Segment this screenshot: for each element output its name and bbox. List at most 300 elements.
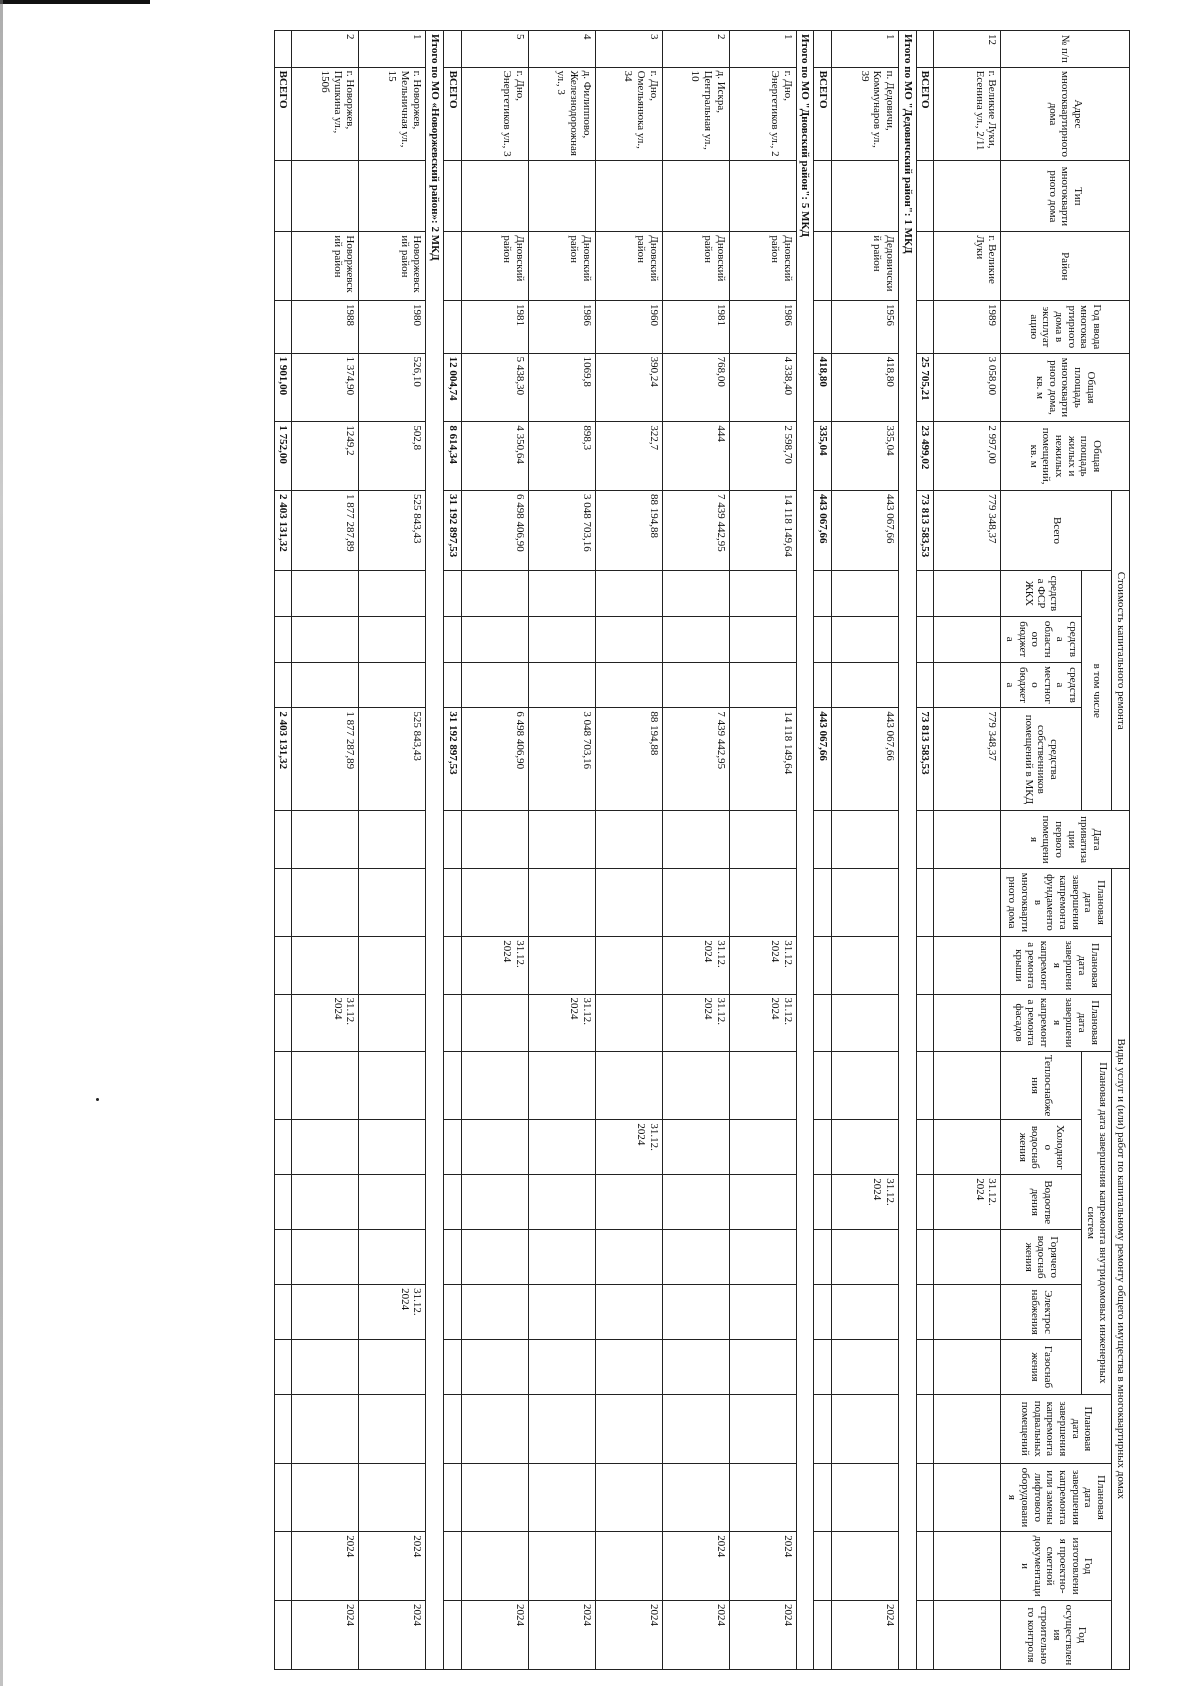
cell-cold	[528, 1120, 595, 1175]
cell-own: 7 439 442,95	[662, 708, 729, 811]
cell-district: Дновский район	[729, 232, 796, 301]
cell-district: Дновский район	[461, 232, 528, 301]
cell-n: 4	[528, 31, 595, 68]
cell-year: 1981	[662, 301, 729, 354]
cell-found	[831, 868, 898, 937]
cell-address: ВСЕГО	[274, 67, 292, 161]
cell-basement	[729, 1394, 796, 1463]
cell-area_total: 418,80	[814, 353, 832, 422]
cell-psd	[934, 1532, 1001, 1601]
cell-fsr	[831, 571, 898, 617]
cell-type	[729, 161, 796, 232]
cell-facade: 31.12. 2024	[292, 994, 359, 1051]
cell-lift	[934, 1463, 1001, 1532]
cell-own: 2 403 131,32	[274, 708, 292, 811]
table-row	[461, 31, 528, 1670]
cell-basement	[528, 1394, 595, 1463]
cell-gas	[461, 1340, 528, 1395]
cell-lift	[359, 1463, 426, 1532]
col-foundation: Плановая дата завершения капремонта фундаментов многоквартирного дома	[1001, 868, 1112, 937]
cell-priv	[528, 811, 595, 868]
cell-type	[461, 161, 528, 232]
cell-total: 7 439 442,95	[662, 490, 729, 570]
cell-hot	[831, 1230, 898, 1285]
cell-sewer	[444, 1175, 462, 1230]
cell-total: 779 348,37	[934, 490, 1001, 570]
col-n: № п/п	[1001, 31, 1130, 68]
cell-priv	[916, 811, 934, 868]
cell-basement	[461, 1394, 528, 1463]
cell-own: 443 067,66	[831, 708, 898, 811]
cell-area_total: 25 705,21	[916, 353, 934, 422]
cell-sewer	[814, 1175, 832, 1230]
cell-fsr	[916, 571, 934, 617]
cell-obl	[814, 616, 832, 662]
cell-fsr	[729, 571, 796, 617]
cell-elec	[934, 1285, 1001, 1340]
cell-area_total: 390,24	[595, 353, 662, 422]
cell-area_living: 2 997,00	[934, 422, 1001, 491]
cell-gas	[831, 1340, 898, 1395]
cell-fsr	[274, 571, 292, 617]
cell-address: п. Дедовичи, Коммунаров ул., 39	[831, 67, 898, 161]
cell-priv	[831, 811, 898, 868]
cell-year: 1986	[528, 301, 595, 354]
cell-found	[916, 868, 934, 937]
scan-left-edge	[0, 0, 3, 1686]
cell-area_total: 5 438,30	[461, 353, 528, 422]
cell-elec	[662, 1285, 729, 1340]
cell-total: 1 877 287,89	[292, 490, 359, 570]
cell-roof	[528, 937, 595, 994]
cell-mest	[814, 662, 832, 708]
col-cost-total: Всего	[1001, 490, 1112, 570]
col-year: Год ввода многоквартирного дома в эксплуатацию	[1001, 301, 1130, 354]
cell-cold	[916, 1120, 934, 1175]
cell-control: 2024	[359, 1600, 426, 1669]
cell-n	[916, 31, 934, 68]
cell-sewer	[662, 1175, 729, 1230]
table-row	[729, 31, 796, 1670]
cell-gas	[934, 1340, 1001, 1395]
cell-found	[359, 868, 426, 937]
cell-address: ВСЕГО	[916, 67, 934, 161]
cell-hot	[729, 1230, 796, 1285]
cell-address: г. Новоржев, Пушкина ул., 150б	[292, 67, 359, 161]
col-group-works: Виды услуг и (или) работ по капитальному ремонту общего имущества в многоквартирных домах	[1112, 868, 1130, 1669]
col-address: Адрес многоквартирного дома	[1001, 67, 1130, 161]
cell-gas	[444, 1340, 462, 1395]
cell-found	[934, 868, 1001, 937]
cell-n: 12	[934, 31, 1001, 68]
cell-year: 1960	[595, 301, 662, 354]
col-own: средства собственников помещений в МКД	[1001, 708, 1082, 811]
cell-gas	[359, 1340, 426, 1395]
col-group-cost: Стоимость капитального ремонта	[1112, 490, 1130, 810]
cell-area_total: 1 901,00	[274, 353, 292, 422]
cell-lift	[528, 1463, 595, 1532]
cell-lift	[292, 1463, 359, 1532]
cell-type	[814, 161, 832, 232]
cell-total: 443 067,66	[831, 490, 898, 570]
cell-control: 2024	[662, 1600, 729, 1669]
col-psd: Год изготовления проектно-сметной документации	[1001, 1532, 1112, 1601]
cell-heat	[274, 1051, 292, 1120]
cell-heat	[528, 1051, 595, 1120]
cell-year: 1989	[934, 301, 1001, 354]
cell-sewer	[916, 1175, 934, 1230]
table-row	[831, 31, 898, 1670]
cell-roof: 31.12. 2024	[729, 937, 796, 994]
cell-area_total: 12 004,74	[444, 353, 462, 422]
cell-own: 6 498 406,90	[461, 708, 528, 811]
cell-cold	[934, 1120, 1001, 1175]
cell-roof	[814, 937, 832, 994]
cell-type	[274, 161, 292, 232]
cell-n	[444, 31, 462, 68]
cell-area_total: 768,00	[662, 353, 729, 422]
col-obl: средства областного бюджета	[1001, 616, 1082, 662]
cell-n	[814, 31, 832, 68]
cell-heat	[831, 1051, 898, 1120]
cell-sewer	[528, 1175, 595, 1230]
table-row	[934, 31, 1001, 1670]
cell-hot	[934, 1230, 1001, 1285]
cell-total: 14 118 149,64	[729, 490, 796, 570]
cell-type	[444, 161, 462, 232]
cell-total: 73 813 583,53	[916, 490, 934, 570]
cell-mest	[916, 662, 934, 708]
cell-year	[814, 301, 832, 354]
cell-type	[916, 161, 934, 232]
scan-edge-mark	[0, 0, 150, 4]
cell-fsr	[461, 571, 528, 617]
cell-total: 88 194,88	[595, 490, 662, 570]
cell-facade	[274, 994, 292, 1051]
cell-priv	[274, 811, 292, 868]
cell-priv	[662, 811, 729, 868]
cell-year	[274, 301, 292, 354]
group-title: Итого по МО "Дновский район": 5 МКД	[796, 31, 814, 1670]
cell-obl	[292, 616, 359, 662]
cell-psd: 2024	[292, 1532, 359, 1601]
col-district: Район	[1001, 232, 1130, 301]
cell-area_total: 526,10	[359, 353, 426, 422]
cell-heat	[662, 1051, 729, 1120]
cell-area_total: 1069,8	[528, 353, 595, 422]
cell-heat	[729, 1051, 796, 1120]
cell-found	[444, 868, 462, 937]
cell-district: г. Великие Луки	[934, 232, 1001, 301]
group-row	[426, 31, 444, 1670]
cell-priv	[359, 811, 426, 868]
cell-n: 1	[831, 31, 898, 68]
col-hot: Горячего водоснабжения	[1001, 1230, 1082, 1285]
cell-roof	[831, 937, 898, 994]
cell-basement	[662, 1394, 729, 1463]
cell-mest	[274, 662, 292, 708]
cell-area_living: 2 598,70	[729, 422, 796, 491]
cell-own: 779 348,37	[934, 708, 1001, 811]
cell-roof: 31.12. 2024	[662, 937, 729, 994]
cell-hot	[662, 1230, 729, 1285]
cell-obl	[595, 616, 662, 662]
cell-psd: 2024	[662, 1532, 729, 1601]
cell-year: 1986	[729, 301, 796, 354]
total-row	[444, 31, 462, 1670]
cell-type	[292, 161, 359, 232]
cell-own: 3 048 703,16	[528, 708, 595, 811]
cell-basement	[814, 1394, 832, 1463]
cell-sewer	[461, 1175, 528, 1230]
cell-basement	[274, 1394, 292, 1463]
cell-sewer	[595, 1175, 662, 1230]
cell-type	[359, 161, 426, 232]
cell-found	[292, 868, 359, 937]
cell-gas	[916, 1340, 934, 1395]
cell-basement	[595, 1394, 662, 1463]
cell-priv	[595, 811, 662, 868]
cell-obl	[274, 616, 292, 662]
cell-obl	[729, 616, 796, 662]
cell-n: 2	[292, 31, 359, 68]
cell-elec	[916, 1285, 934, 1340]
capital-repair-table	[274, 30, 1130, 1670]
cell-facade	[916, 994, 934, 1051]
cell-control: 2024	[461, 1600, 528, 1669]
cell-type	[528, 161, 595, 232]
cell-cold	[662, 1120, 729, 1175]
cell-n	[274, 31, 292, 68]
cell-district: Дновский район	[528, 232, 595, 301]
group-row	[898, 31, 916, 1670]
cell-lift	[729, 1463, 796, 1532]
cell-elec	[831, 1285, 898, 1340]
cell-gas	[274, 1340, 292, 1395]
cell-sewer: 31.12. 2024	[934, 1175, 1001, 1230]
cell-cold	[831, 1120, 898, 1175]
cell-psd	[814, 1532, 832, 1601]
col-sewer: Водоотведения	[1001, 1175, 1082, 1230]
cell-lift	[831, 1463, 898, 1532]
cell-fsr	[292, 571, 359, 617]
cell-area_living: 23 499,02	[916, 422, 934, 491]
cell-address: г. Великие Луки, Есенина ул., 2/11	[934, 67, 1001, 161]
cell-facade	[359, 994, 426, 1051]
cell-year	[916, 301, 934, 354]
cell-district: Новоржевский район	[359, 232, 426, 301]
cell-mest	[662, 662, 729, 708]
cell-elec	[292, 1285, 359, 1340]
cell-address: ВСЕГО	[444, 67, 462, 161]
cell-address: г. Дно, Энергетиков ул., 3	[461, 67, 528, 161]
cell-mest	[831, 662, 898, 708]
cell-mest	[292, 662, 359, 708]
cell-area_living: 8 614,34	[444, 422, 462, 491]
cell-psd	[274, 1532, 292, 1601]
cell-obl	[528, 616, 595, 662]
cell-address: ВСЕГО	[814, 67, 832, 161]
cell-lift	[444, 1463, 462, 1532]
col-cold: Холодного водоснабжения	[1001, 1120, 1082, 1175]
cell-district: Дновский район	[595, 232, 662, 301]
total-row	[274, 31, 292, 1670]
cell-total: 443 067,66	[814, 490, 832, 570]
cell-total: 2 403 131,32	[274, 490, 292, 570]
cell-elec: 31.12. 2024	[359, 1285, 426, 1340]
cell-control	[444, 1600, 462, 1669]
cell-sewer	[729, 1175, 796, 1230]
cell-own: 31 192 897,53	[444, 708, 462, 811]
cell-obl	[831, 616, 898, 662]
cell-heat	[359, 1051, 426, 1120]
cell-year	[444, 301, 462, 354]
col-area-living: Общая площадь жилых и нежилых помещений, кв. м	[1001, 422, 1130, 491]
cell-gas	[528, 1340, 595, 1395]
cell-area_living: 898,3	[528, 422, 595, 491]
cell-own: 525 843,43	[359, 708, 426, 811]
cell-control	[934, 1600, 1001, 1669]
col-control: Год осуществления строительного контроля	[1001, 1600, 1112, 1669]
cell-address: д. Филиппово, Железнодорожная ул., 3	[528, 67, 595, 161]
table-row	[662, 31, 729, 1670]
cell-n: 1	[359, 31, 426, 68]
cell-fsr	[444, 571, 462, 617]
cell-district	[444, 232, 462, 301]
cell-psd	[916, 1532, 934, 1601]
cell-elec	[528, 1285, 595, 1340]
cell-fsr	[934, 571, 1001, 617]
cell-gas	[292, 1340, 359, 1395]
table-body	[274, 31, 1000, 1670]
cell-obl	[934, 616, 1001, 662]
cell-district: Дедовичский район	[831, 232, 898, 301]
cell-area_living: 4 350,64	[461, 422, 528, 491]
cell-area_living: 444	[662, 422, 729, 491]
cell-control	[814, 1600, 832, 1669]
cell-psd: 2024	[359, 1532, 426, 1601]
cell-total: 31 192 897,53	[444, 490, 462, 570]
cell-cold	[814, 1120, 832, 1175]
cell-year: 1980	[359, 301, 426, 354]
cell-hot	[359, 1230, 426, 1285]
cell-priv	[814, 811, 832, 868]
cell-total: 3 048 703,16	[528, 490, 595, 570]
cell-area_total: 3 058,00	[934, 353, 1001, 422]
cell-psd	[444, 1532, 462, 1601]
cell-year: 1981	[461, 301, 528, 354]
cell-district	[916, 232, 934, 301]
cell-priv	[292, 811, 359, 868]
cell-found	[662, 868, 729, 937]
cell-address: г. Дно, Омельянюка ул., 34	[595, 67, 662, 161]
cell-hot	[595, 1230, 662, 1285]
total-row	[814, 31, 832, 1670]
cell-district	[274, 232, 292, 301]
cell-basement	[831, 1394, 898, 1463]
cell-total: 525 843,43	[359, 490, 426, 570]
cell-mest	[595, 662, 662, 708]
cell-basement	[916, 1394, 934, 1463]
cell-area_living: 1249,2	[292, 422, 359, 491]
cell-facade	[444, 994, 462, 1051]
col-facade: Плановая дата завершения капремонта ремонта фасадов	[1001, 994, 1112, 1051]
cell-priv	[934, 811, 1001, 868]
cell-basement	[444, 1394, 462, 1463]
cell-cold	[444, 1120, 462, 1175]
cell-cold	[292, 1120, 359, 1175]
cell-mest	[461, 662, 528, 708]
cell-n: 1	[729, 31, 796, 68]
cell-obl	[461, 616, 528, 662]
cell-type	[595, 161, 662, 232]
cell-gas	[662, 1340, 729, 1395]
cell-roof	[916, 937, 934, 994]
cell-heat	[292, 1051, 359, 1120]
cell-facade: 31.12. 2024	[662, 994, 729, 1051]
cell-priv	[444, 811, 462, 868]
cell-heat	[934, 1051, 1001, 1120]
cell-facade	[461, 994, 528, 1051]
cell-control: 2024	[831, 1600, 898, 1669]
cell-hot	[444, 1230, 462, 1285]
cell-obl	[359, 616, 426, 662]
cell-area_living: 335,04	[814, 422, 832, 491]
col-basement: Плановая дата завершения капремонта подвальных помещений	[1001, 1394, 1112, 1463]
cell-priv	[461, 811, 528, 868]
cell-hot	[461, 1230, 528, 1285]
cell-year: 1988	[292, 301, 359, 354]
cell-gas	[595, 1340, 662, 1395]
cell-facade	[814, 994, 832, 1051]
cell-obl	[662, 616, 729, 662]
col-fsr: средства ФСР ЖКХ	[1001, 571, 1082, 617]
cell-psd: 2024	[729, 1532, 796, 1601]
cell-obl	[916, 616, 934, 662]
cell-district: Дновский район	[662, 232, 729, 301]
cell-control	[916, 1600, 934, 1669]
group-row	[796, 31, 814, 1670]
cell-roof	[934, 937, 1001, 994]
cell-roof	[274, 937, 292, 994]
cell-roof	[444, 937, 462, 994]
cell-type	[662, 161, 729, 232]
col-lift: Плановая дата завершения капремонта или замены лифтового оборудования	[1001, 1463, 1112, 1532]
col-elec: Электроснабжения	[1001, 1285, 1082, 1340]
cell-roof: 31.12. 2024	[461, 937, 528, 994]
table-row	[292, 31, 359, 1670]
cell-area_total: 4 338,40	[729, 353, 796, 422]
cell-type	[831, 161, 898, 232]
scan-speck	[96, 1098, 99, 1101]
cell-district	[814, 232, 832, 301]
col-heat: Теплоснабжения	[1001, 1051, 1082, 1120]
col-privatization: Дата приватизации первого помещения	[1001, 811, 1130, 868]
cell-found	[274, 868, 292, 937]
cell-cold	[359, 1120, 426, 1175]
cell-n: 3	[595, 31, 662, 68]
cell-found	[528, 868, 595, 937]
cell-mest	[729, 662, 796, 708]
cell-cold	[274, 1120, 292, 1175]
cell-hot	[528, 1230, 595, 1285]
cell-facade	[831, 994, 898, 1051]
cell-fsr	[595, 571, 662, 617]
cell-mest	[528, 662, 595, 708]
cell-n: 5	[461, 31, 528, 68]
table-row	[528, 31, 595, 1670]
cell-psd	[461, 1532, 528, 1601]
